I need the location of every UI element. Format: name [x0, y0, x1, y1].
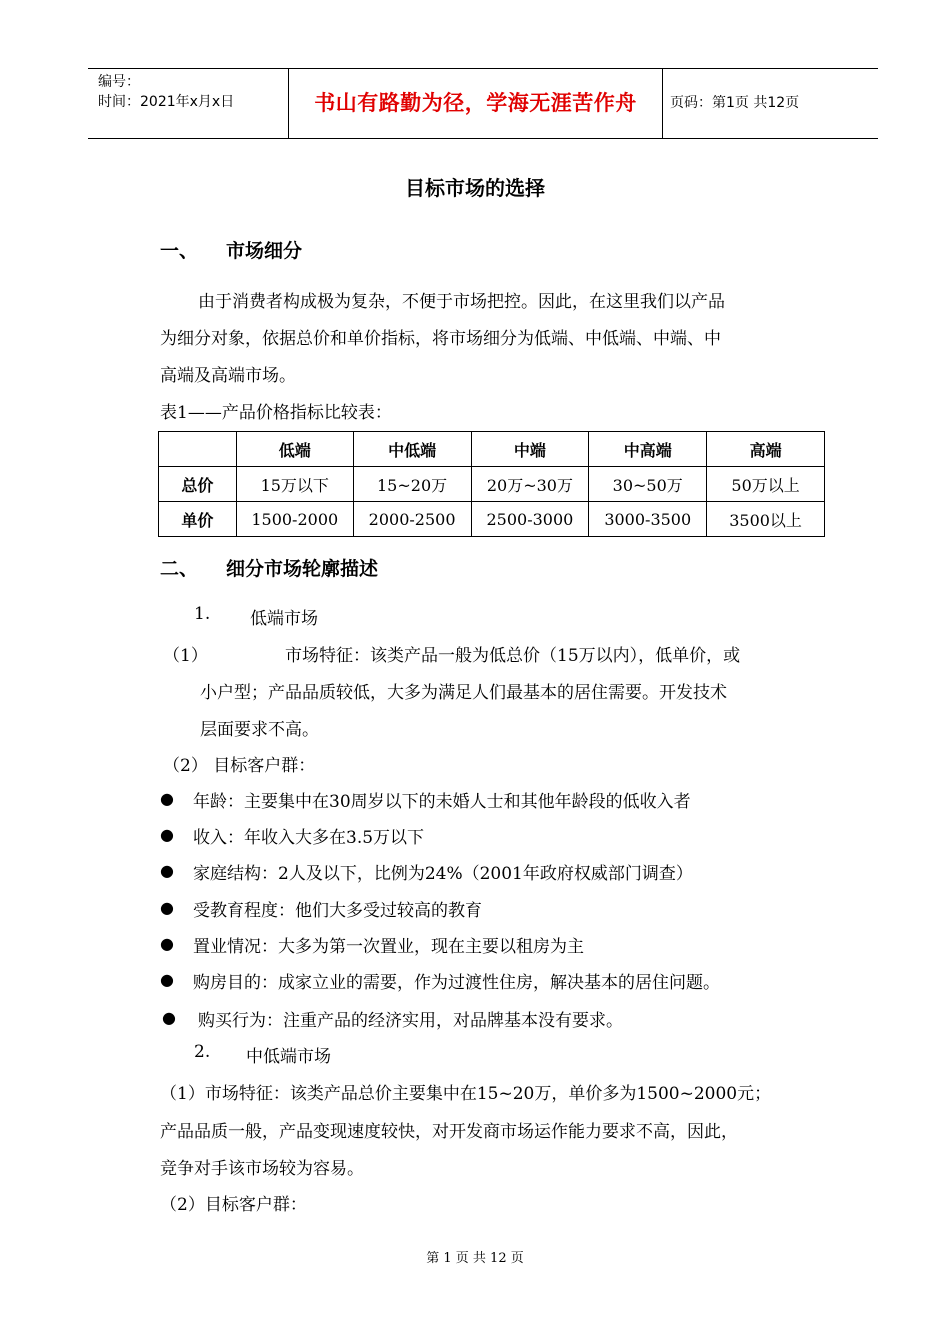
page-header [88, 68, 878, 139]
page-footer: 第 1 页 共 12 页 [426, 1251, 524, 1266]
table-header-row [159, 432, 825, 467]
table-cell: 3000-3500 [589, 502, 707, 537]
section2-heading: 细分市场轮廓描述 [226, 558, 379, 580]
table-header-cell: 中端 [471, 432, 589, 467]
section1-number: 一、 [160, 240, 199, 262]
subsection2-line: 产品品质一般，产品变现速度较快，对开发商市场运作能力要求不高，因此， [160, 1122, 738, 1142]
bullet-icon: ● [160, 970, 174, 989]
item2-label: （2） 目标客户群： [163, 756, 316, 776]
subsection2-line: 竞争对手该市场较为容易。 [160, 1159, 364, 1179]
table-header-cell: 中高端 [589, 432, 707, 467]
item1-line: 层面要求不高。 [200, 720, 319, 740]
table-row-label: 总价 [159, 467, 237, 502]
subsection2-line: （1）市场特征：该类产品总价主要集中在15~20万，单价多为1500~2000元； [160, 1084, 772, 1104]
table-row [159, 502, 825, 537]
number-label: 编号： [98, 74, 140, 90]
bullet-text: 置业情况：大多为第一次置业，现在主要以租房为主 [193, 937, 584, 957]
item1-line: 小户型；产品品质较低，大多为满足人们最基本的居住需要。开发技术 [200, 683, 727, 703]
table-cell: 3500以上 [707, 502, 825, 537]
bullet-icon: ● [160, 789, 174, 808]
bullet-text: 收入：年收入大多在3.5万以下 [193, 828, 425, 848]
bullet-icon: ● [160, 861, 174, 880]
page-title: 目标市场的选择 [405, 176, 545, 200]
table-cell: 1500-2000 [236, 502, 353, 537]
table-header-cell: 中低端 [353, 432, 471, 467]
bullet-text: 购房目的：成家立业的需要，作为过渡性住房，解决基本的居住问题。 [193, 973, 720, 993]
header-meta [98, 72, 234, 112]
item1-line: 市场特征：该类产品一般为低总价（15万以内），低单价，或 [285, 646, 741, 666]
table-cell: 2000-2500 [353, 502, 471, 537]
subsection2-item2: （2）目标客户群： [160, 1195, 307, 1215]
price-table [158, 431, 825, 537]
bullet-text: 购买行为：注重产品的经济实用，对品牌基本没有要求。 [198, 1011, 623, 1031]
item1-number: （1） [163, 646, 208, 666]
bullet-text: 受教育程度：他们大多受过较高的教育 [193, 901, 482, 921]
bullet-text: 家庭结构：2人及以下，比例为24%（2001年政府权威部门调查） [193, 864, 693, 884]
table-header-cell: 高端 [707, 432, 825, 467]
subsection2-number: 2. [194, 1042, 211, 1062]
section1-para-line: 高端及高端市场。 [160, 366, 296, 386]
bullet-icon: ● [160, 934, 174, 953]
header-motto: 书山有路勤为径，学海无涯苦作舟 [314, 91, 637, 115]
section1-para-line: 由于消费者构成极为复杂，不便于市场把控。因此，在这里我们以产品 [198, 292, 725, 312]
table-cell: 2500-3000 [471, 502, 589, 537]
table-header-cell [159, 432, 237, 467]
table-cell: 50万以上 [707, 467, 825, 502]
section1-heading: 市场细分 [226, 240, 303, 262]
table-header-cell: 低端 [236, 432, 353, 467]
subsection1-number: 1. [194, 604, 211, 624]
section1-para-line: 为细分对象，依据总价和单价指标，将市场细分为低端、中低端、中端、中 [160, 329, 721, 349]
subsection2-title: 中低端市场 [246, 1047, 331, 1067]
table-cell: 20万~30万 [471, 467, 589, 502]
table-cell: 15~20万 [353, 467, 471, 502]
header-page-label: 页码：第1页 共12页 [670, 95, 800, 111]
table-cell: 15万以下 [236, 467, 353, 502]
table-caption: 表1——产品价格指标比较表： [160, 403, 392, 423]
bullet-icon: ● [160, 898, 174, 917]
bullet-icon: ● [162, 1008, 176, 1027]
bullet-text: 年龄：主要集中在30周岁以下的未婚人士和其他年龄段的低收入者 [193, 792, 691, 812]
time-label: 时间：2021年x月x日 [98, 94, 235, 110]
table-row-label: 单价 [159, 502, 237, 537]
subsection1-title: 低端市场 [250, 609, 318, 629]
section2-number: 二、 [160, 558, 199, 580]
bullet-icon: ● [160, 825, 174, 844]
table-row [159, 467, 825, 502]
table-cell: 30~50万 [589, 467, 707, 502]
header-divider [662, 69, 663, 138]
